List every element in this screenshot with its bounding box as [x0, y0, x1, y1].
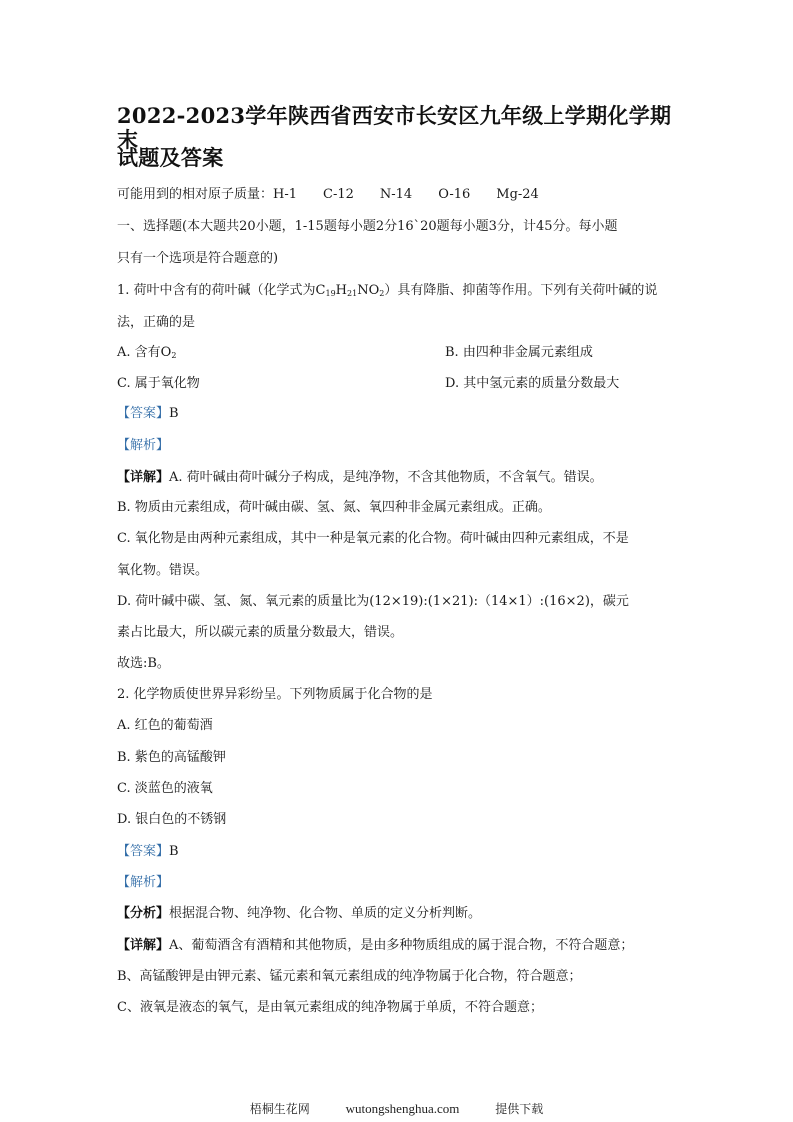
footer-site-name: 梧桐生花网: [249, 1102, 310, 1116]
q2-answer-label: 【答案】: [117, 844, 170, 859]
q2-stem: 2. 化学物质使世界异彩纷呈。下列物质属于化合物的是: [117, 687, 433, 702]
q1-detail-d-line2: 素占比最大，所以碳元素的质量分数最大，错误。: [117, 625, 404, 640]
q1-option-a-text: A. 含有O: [117, 345, 172, 360]
q1-detail-b: B. 物质由元素组成，荷叶碱由碳、氢、氮、氧四种非金属元素组成。正确。: [117, 500, 551, 515]
q1-detail-d-line1: D. 荷叶碱中碳、氢、氮、氧元素的质量比为(12×19):(1×21):（14×1）:(16×2)，碳元: [117, 594, 629, 609]
q2-fenxi: [117, 906, 687, 922]
q2-detail-label: 【详解】: [117, 938, 170, 953]
footer-url[interactable]: wutongshenghua.com: [345, 1101, 460, 1116]
q1-no: NO: [357, 283, 380, 298]
q1-detail-c-line1: C. 氧化物是由两种元素组成，其中一种是氧元素的化合物。荷叶碱由四种元素组成，不是: [117, 531, 629, 546]
section-intro-line1: 一、选择题(本大题共20小题，1-15题每小题2分16`20题每小题3分，计45分。每小题: [117, 219, 618, 234]
section-intro-line2: 只有一个选项是符合题意的): [117, 251, 279, 266]
q1-sub-19: 19: [325, 289, 336, 298]
q2-analysis-label: 【解析】: [117, 875, 170, 890]
footer-download: 提供下载: [495, 1102, 544, 1116]
q1-sub-2: 2: [379, 289, 385, 298]
q1-option-d: D. 其中氢元素的质量分数最大: [445, 376, 620, 391]
q2-detail-b: B、高锰酸钾是由钾元素、锰元素和氧元素组成的纯净物属于化合物，符合题意；: [117, 969, 582, 984]
q1-answer-label: 【答案】: [117, 406, 170, 421]
document-title-line2: 试题及答案: [117, 145, 224, 170]
q1-stem-line2: 法，正确的是: [117, 315, 196, 330]
q2-option-d: D. 银白色的不锈钢: [117, 812, 227, 827]
q2-option-c: C. 淡蓝色的液氧: [117, 781, 213, 796]
atomic-masses: 可能用到的相对原子质量：H-1 C-12 N-14 O-16 Mg-24: [117, 187, 539, 202]
q1-conclusion: 故选:B。: [117, 656, 170, 671]
q1-answer-value: B: [169, 406, 179, 421]
q2-fenxi-label: 【分析】: [117, 906, 170, 921]
q1-stem-pre: 1. 荷叶中含有的荷叶碱（化学式为C: [117, 283, 326, 298]
document-title-line1: 2022-2023学年陕西省西安市长安区九年级上学期化学期末: [117, 103, 672, 152]
q1-analysis-label: 【解析】: [117, 438, 170, 453]
q2-option-b: B. 紫色的高锰酸钾: [117, 750, 226, 765]
q1-option-c: C. 属于氧化物: [117, 376, 200, 391]
q1-detail-a: [117, 470, 687, 486]
q1-answer: [117, 406, 687, 422]
q2-fenxi-text: 根据混合物、纯净物、化合物、单质的定义分析判断。: [169, 906, 482, 921]
q1-detail-a-text: A. 荷叶碱由荷叶碱分子构成，是纯净物，不含其他物质，不含氧气。错误。: [169, 470, 603, 485]
q2-answer-value: B: [169, 844, 179, 859]
q2-option-a: A. 红色的葡萄酒: [117, 718, 213, 733]
q1-option-a-sub: 2: [171, 351, 177, 360]
q1-option-a: [117, 345, 687, 361]
q1-detail-label: 【详解】: [117, 470, 170, 485]
page-footer: [0, 1102, 793, 1116]
q1-detail-c-line2: 氧化物。错误。: [117, 563, 209, 578]
q2-detail-a-text: A、葡萄酒含有酒精和其他物质，是由多种物质组成的属于混合物，不符合题意；: [169, 938, 634, 953]
q1-stem-line1: [117, 283, 687, 299]
q2-answer: [117, 844, 687, 860]
q2-detail-c: C、液氧是液态的氧气，是由氧元素组成的纯净物属于单质，不符合题意；: [117, 1000, 543, 1015]
q1-stem-post: ）具有降脂、抑菌等作用。下列有关荷叶碱的说: [384, 283, 658, 298]
q1-sub-21: 21: [347, 289, 358, 298]
q1-h: H: [335, 283, 348, 298]
q1-option-b: B. 由四种非金属元素组成: [445, 345, 593, 360]
q2-detail-a: [117, 938, 687, 954]
